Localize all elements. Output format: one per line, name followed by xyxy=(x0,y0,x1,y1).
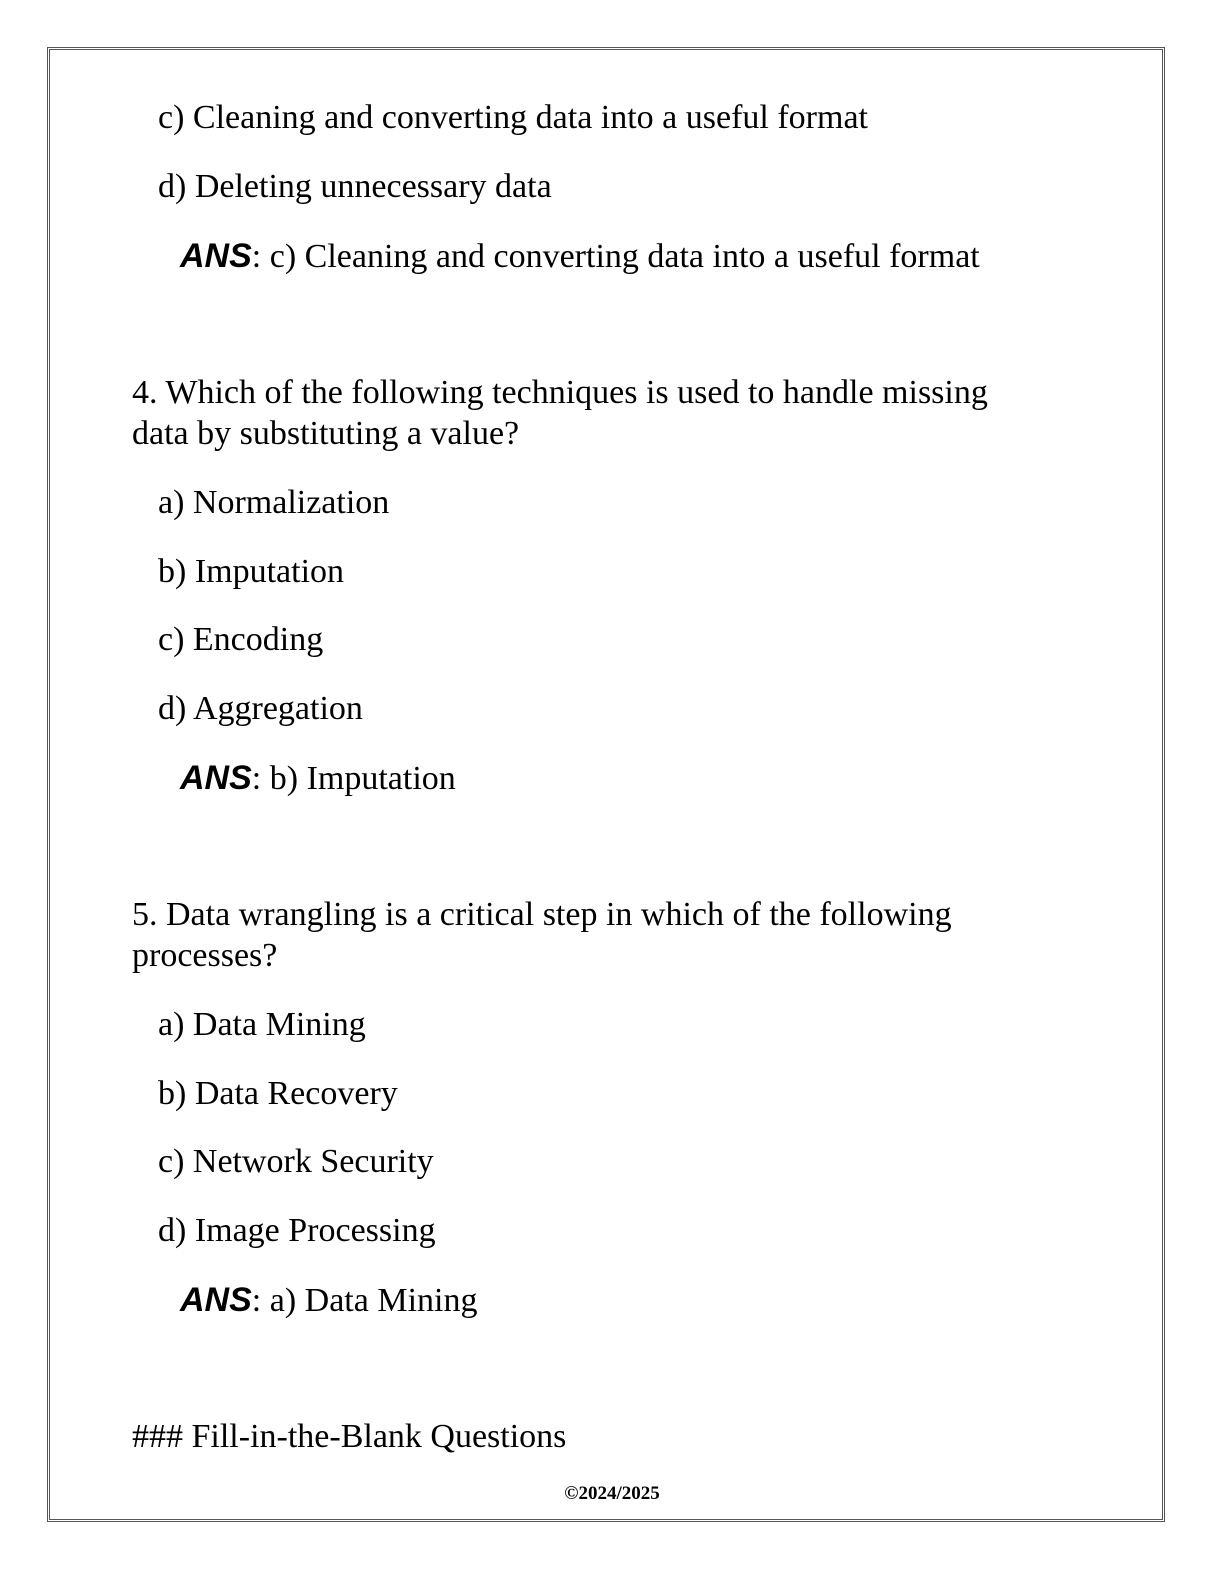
q4-answer-label: ANS xyxy=(180,759,252,797)
q3-answer-label: ANS xyxy=(180,237,252,275)
q4-question-line1: 4. Which of the following techniques is used to handle missing xyxy=(132,374,988,411)
q5-answer-label: ANS xyxy=(180,1281,252,1319)
q5-option-a: a) Data Mining xyxy=(158,1006,366,1043)
section-heading: ### Fill-in-the-Blank Questions xyxy=(132,1418,567,1455)
q5-answer xyxy=(180,1279,477,1322)
copyright-footer: ©2024/2025 xyxy=(564,1483,660,1504)
q4-answer xyxy=(180,757,456,800)
q3-answer-text: : c) Cleaning and converting data into a useful format xyxy=(251,238,980,275)
q3-answer xyxy=(180,235,980,278)
q5-option-d: d) Image Processing xyxy=(158,1212,436,1249)
q3-option-d: d) Deleting unnecessary data xyxy=(158,168,552,205)
q5-option-c: c) Network Security xyxy=(158,1143,434,1180)
q4-option-c: c) Encoding xyxy=(158,621,324,658)
q3-option-c: c) Cleaning and converting data into a useful format xyxy=(158,99,868,136)
q4-option-b: b) Imputation xyxy=(158,553,345,590)
q5-answer-text: : a) Data Mining xyxy=(251,1282,478,1319)
q4-answer-text: : b) Imputation xyxy=(251,760,456,797)
q5-question-line2: processes? xyxy=(132,937,278,974)
q4-option-a: a) Normalization xyxy=(158,484,390,521)
q4-question-line2: data by substituting a value? xyxy=(132,415,520,452)
q4-option-d: d) Aggregation xyxy=(158,690,363,727)
q5-option-b: b) Data Recovery xyxy=(158,1075,398,1112)
q5-question-line1: 5. Data wrangling is a critical step in which of the following xyxy=(132,896,952,933)
